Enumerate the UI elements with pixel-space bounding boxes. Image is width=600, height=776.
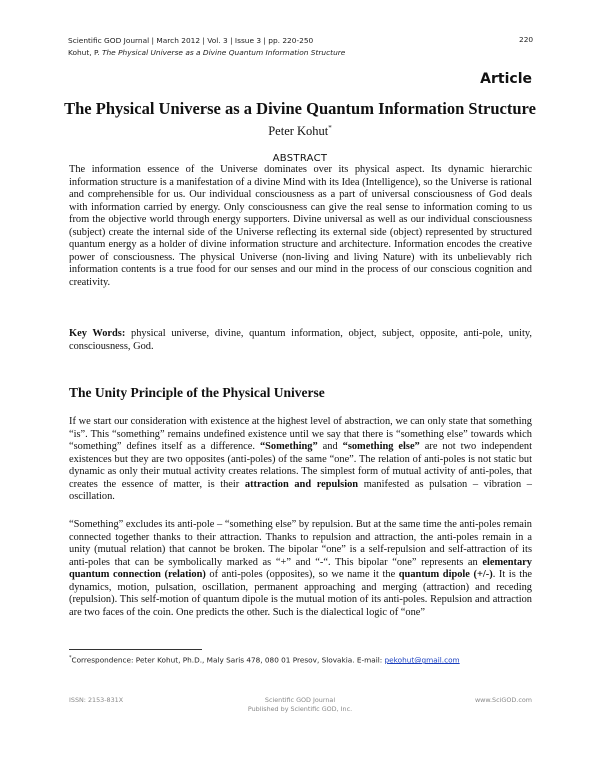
p1-text-d: are not two independent existences but they are two opposites (anti-poles) of the same “one”. The relation of anti-poles is not static but dynamic as only their mutual activity creates relations. The simplest form of mutual activity of anti-poles, that creates the essence of matter, is their xyxy=(69,441,532,490)
abstract-heading: ABSTRACT xyxy=(272,153,328,164)
keywords-text: physical universe, divine, quantum information, object, subject, opposite, anti-pole, unity, consciousness, God. xyxy=(69,328,532,352)
page-number: 220 xyxy=(519,35,534,44)
p1-bold-something-else: “something else” xyxy=(342,441,420,452)
keywords xyxy=(69,328,532,353)
abstract-text: The information essence of the Universe dominates over its physical aspect. Its dynamic hierarchic information structure is a manifestation of a divine Mind with its Idea (Intelligence), so the Universe is rational and comprehensible for us. Our individual consciousness as a part of universal consciousness of God deals with information carried by energy. Only consciousness can give the real sense to information coming to us from the objective world through energy supporters. Divine universal as well as our individual consciousness (subject) create the internal side of the Universe reflecting its external side (object) represented by structured quantum energy as a holder of divine information structure and architecture. Information encodes the creative power of consciousness. The physical Universe (non-living and living Nature) with its unbelievably rich information contents is a true food for our senses and our mind in the process of our conscious cognition and creativity. xyxy=(69,164,532,288)
p2-text-a: “Something” excludes its anti-pole – “something else” by repulsion. But at the same time the anti-poles remain connected together thanks to their attraction. Thanks to repulsion and attraction, the anti-poles remain in a unity (mutual relation) that cannot be broken. The bipolar “one” is a self-repulsion and self-attraction of its anti-poles that can be symbolically marked as “+” and “-“. This bipolar “one” represents an xyxy=(69,519,532,568)
footer-website[interactable]: www.SciGOD.com xyxy=(474,696,532,704)
citation-line xyxy=(68,47,345,59)
footnote-divider xyxy=(69,649,202,650)
email-link[interactable]: pekohut@gmail.com xyxy=(384,655,460,665)
article-label: Article xyxy=(480,71,532,87)
footer-publisher: Published by Scientific GOD, Inc. xyxy=(247,705,353,713)
journal-line: Scientific GOD Journal | March 2012 | Vol. 3 | Issue 3 | pp. 220-250 xyxy=(68,36,314,45)
paper-title: The Physical Universe as a Divine Quantum Information Structure xyxy=(64,99,536,118)
p2-text-c: of anti-poles (opposites), so we name it the xyxy=(205,569,399,580)
p1-bold-something: “Something” xyxy=(259,441,318,452)
citation-prefix: Kohut, P. xyxy=(68,48,102,57)
p1-bold-attraction: attraction and repulsion xyxy=(244,478,359,490)
paragraph-2 xyxy=(69,519,532,619)
p2-bold-quantum-dipole: quantum dipole (+/-) xyxy=(398,569,493,580)
paragraph-1 xyxy=(69,416,532,504)
footnote-mark: * xyxy=(69,655,72,661)
footer-issn: ISSN: 2153-831X xyxy=(69,696,124,704)
p2-text-d: . It is the dynamics, motion, pulsation, oscillation, permanent approaching and merging (attraction) and receding (repulsion). This self-motion of quantum dipole is the mutual motion of its anti-poles. Repulsion and attraction are two faces of the coin. One predicts the other. Such is the dialectical logic of “one” xyxy=(69,569,533,618)
section-heading: The Unity Principle of the Physical Universe xyxy=(69,385,325,400)
p1-text-c: and xyxy=(317,441,343,452)
footer-journal: Scientific GOD Journal xyxy=(264,696,336,704)
citation-title: The Physical Universe as a Divine Quantum Information Structure xyxy=(101,48,346,57)
p2-bold-quantum-connection: elementary quantum connection (relation) xyxy=(69,556,532,580)
footnote xyxy=(69,654,460,664)
author-name: Peter Kohut xyxy=(268,124,329,139)
p1-text-a: If we start our consideration with existence at the highest level of abstraction, we can only state that something “is”. This “something” remains undefined existence until we say that there is “something else” towards which “something” defines itself as a difference. xyxy=(69,416,532,452)
running-header xyxy=(68,35,345,59)
footnote-text: Correspondence: Peter Kohut, Ph.D., Maly Saris 478, 080 01 Presov, Slovakia. E-mail: xyxy=(71,655,385,665)
author xyxy=(0,124,600,139)
p1-text-e: manifested as pulsation – vibration – oscillation. xyxy=(69,478,532,502)
keywords-label: Key Words: xyxy=(69,328,126,339)
author-footnote-mark: * xyxy=(328,124,332,132)
